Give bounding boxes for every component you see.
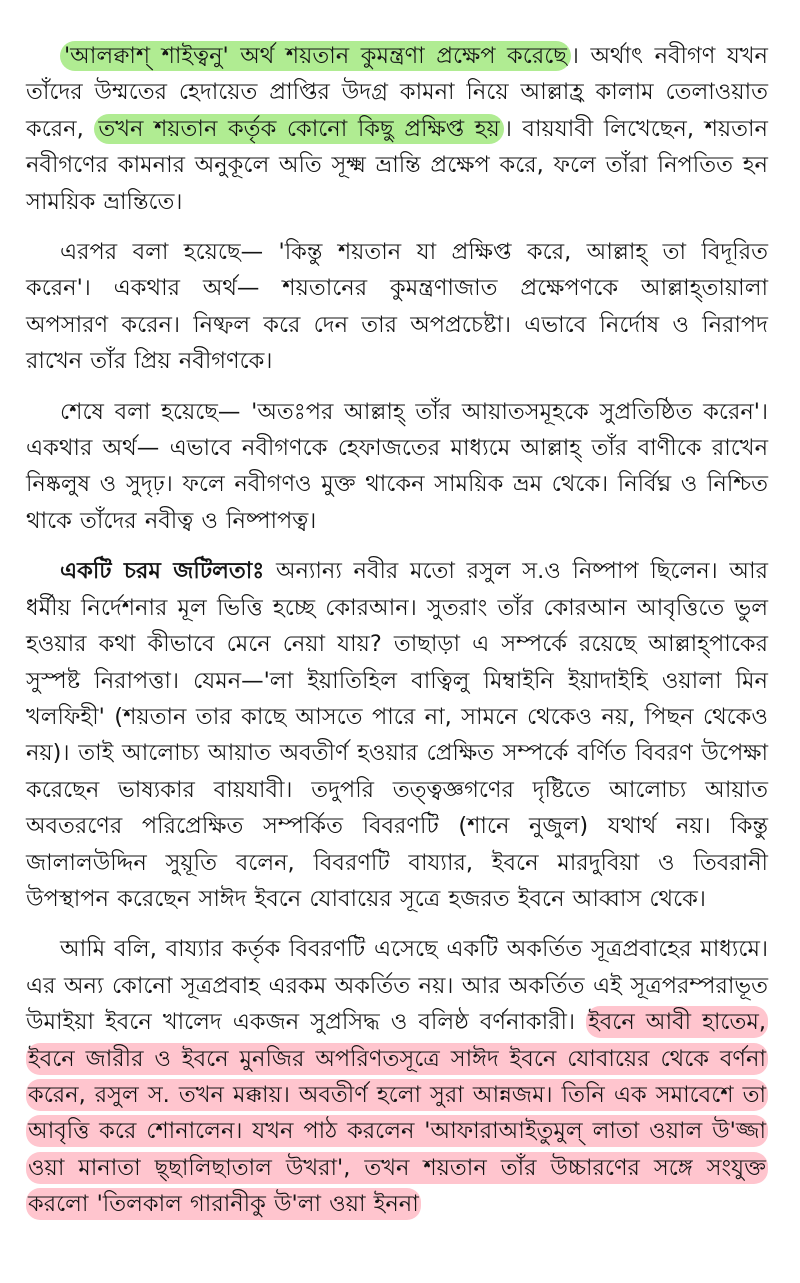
paragraph-3: শেষে বলা হয়েছে— 'অতঃপর আল্লাহ্ তাঁর আয়াতসমূহকে সুপ্রতিষ্ঠিত করেন'। একথার অর্থ— এভাবে নবীগণকে হেফাজতের মাধ্যমে আল্লাহ্ তাঁর বাণীকে রাখেন নিষ্কলুষ ও সুদৃঢ়। ফলে নবীগণও মুক্ত থাকেন সাময়িক ভ্রম থেকে। নির্বিঘ্ন ও নিশ্চিত থাকে তাঁদের নবীত্ব ও নিষ্পাপত্ব। (26, 398, 768, 534)
paragraph-1-text-a: । অর্থাৎ নবীগণ যখন তাঁদের উম্মতের হেদায়েত প্রাপ্তির উদগ্র কামনা নিয়ে আল্লাহ্র কালাম তেলাওয়াত করেন, (26, 43, 768, 142)
paragraph-5-text: আমি বলি, বায্যার কর্তৃক বিবরণটি এসেছে একটি অকর্তিত সূত্রপ্রবাহের মাধ্যমে। এর অন্য কোনো সূত্রপ্রবাহ এরকম অকর্তিত নয়। আর অকর্তিত এই সূত্রপরম্পরাভূত উমাইয়া ইবনে খালেদ একজন সুপ্রসিদ্ধ ও বলিষ্ঠ বর্ণনাকারী। (26, 936, 768, 1036)
paragraph-1 (26, 38, 768, 220)
paragraph-2: এরপর বলা হয়েছে— 'কিন্তু শয়তান যা প্রক্ষিপ্ত করে, আল্লাহ্ তা বিদূরিত করেন'। একথার অর্থ— শয়তানের কুমন্ত্রণাজাত প্রক্ষেপণকে আল্লাহ্তায়ালা অপসারণ করেন। নিষ্ফল করে দেন তার অপপ্রচেষ্টা। এভাবে নির্দোষ ও নিরাপদ রাখেন তাঁর প্রিয় নবীগণকে। (26, 239, 768, 375)
paragraph-1-text-b: । বায়যাবী লিখেছেন, শয়তান নবীগণের কামনার অনুকূলে অতি সূক্ষ্ম ভ্রান্তি প্রক্ষেপ করে, ফলে তাঁরা নিপতিত হন সাময়িক ভ্রান্তিতে। (26, 115, 768, 215)
section-heading: একটি চরম জটিলতাঃ (60, 558, 265, 585)
paragraph-4-text: অন্যান্য নবীর মতো রসুল স.ও নিষ্পাপ ছিলেন। আর ধর্মীয় নির্দেশনার মূল ভিত্তি হচ্ছে কোরআন। সুতরাং তাঁর কোরআন আবৃত্তিতে ভুল হওয়ার কথা কীভাবে মেনে নেয়া যায়? তাছাড়া এ সম্পর্কে রয়েছে আল্লাহ্পাকের সুস্পষ্ট নিরাপত্তা। যেমন—'লা ইয়াতিহিল বাত্বিলু মিম্বাইনি ইয়াদাইহি ওয়ালা মিন খলফিহী' (শয়তান তার কাছে আসতে পারে না, সামনে থেকেও নয়, পিছন থেকেও নয়)। তাই আলোচ্য আয়াত অবতীর্ণ হওয়ার প্রেক্ষিত সম্পর্কে বর্ণিত বিবরণ উপেক্ষা করেছেন ভাষ্যকার বায়যাবী। তদুপরি তত্ত্বজ্ঞগণের দৃষ্টিতে আলোচ্য আয়াত অবতরণের পরিপ্রেক্ষিত সম্পর্কিত বিবরণটি (শানে নুজুল) যথার্থ নয়। কিন্তু জালালউদ্দিন সুয়ূতি বলেন, বিবরণটি বায্যার, ইবনে মারদুবিয়া ও তিবরানী উপস্থাপন করেছেন সাঈদ ইবনে যোবায়ের সূত্রে হজরত ইবনে আব্বাস থেকে। (26, 558, 768, 912)
pink-highlight: ইবনে আবী হাতেম, ইবনে জারীর ও ইবনে মুনজির অপরিণতসূত্রে সাঈদ ইবনে যোবায়ের থেকে বর্ণনা করেন, রসুল স. তখন মক্কায়। অবতীর্ণ হলো সুরা আন্নজম। তিনি এক সমাবেশে তা আবৃত্তি করে শোনালেন। যখন পাঠ করলেন 'আফারাআইতুমুল্ লাতা ওয়াল উ'জ্জা ওয়া মানাতা ছ্ছালিছাতাল উখরা', তখন শয়তান তাঁর উচ্চারণের সঙ্গে সংযুক্ত করলো 'তিলকাল গারানীকু উ'লা ওয়া ইননা (26, 1006, 768, 1220)
paragraph-5 (26, 931, 768, 1222)
green-highlight-2: তখন শয়তান কর্তৃক কোনো কিছু প্রক্ষিপ্ত হয় (94, 114, 504, 144)
green-highlight-1: 'আলক্বাশ্ শাইত্বনু' অর্থ শয়তান কুমন্ত্রণা প্রক্ষেপ করেছে (60, 41, 571, 71)
paragraph-4 (26, 553, 768, 917)
